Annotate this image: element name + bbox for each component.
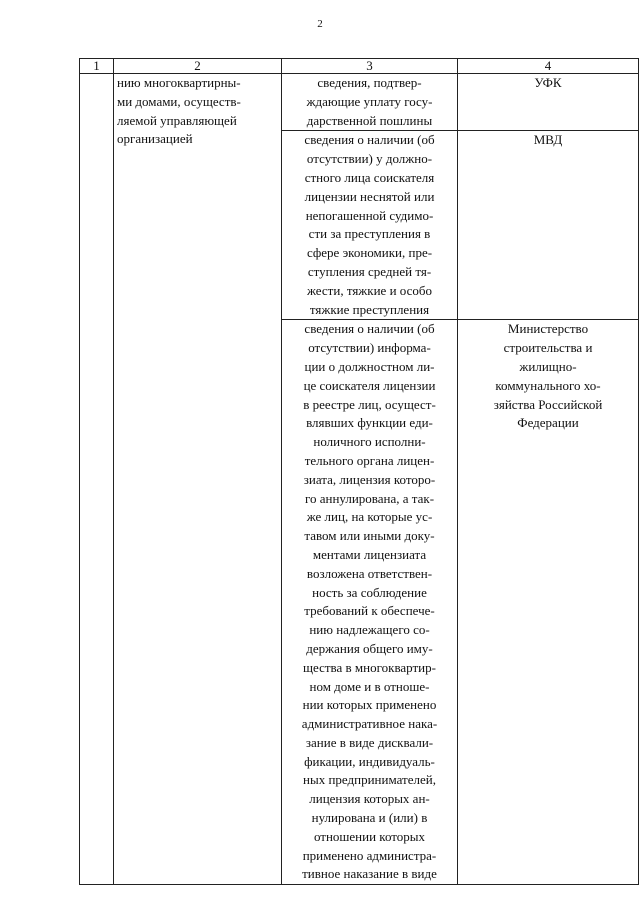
column-header-1: 1 <box>80 59 114 74</box>
col1-cell <box>80 74 114 885</box>
info-cell: сведения о наличии (об отсутствии) у должно- стного лица соискателя лицензии неснятой или непогашенной судимо- сти за преступления в сфере экономики, пре- ступления средней тя- жести, тяжкие и особо тяжкие преступления <box>282 131 458 320</box>
page-number: 2 <box>317 18 323 30</box>
document-table <box>79 58 639 885</box>
column-header-2: 2 <box>114 59 282 74</box>
table-header-row <box>80 59 639 74</box>
agency-cell: УФК <box>458 74 639 131</box>
agency-cell: МВД <box>458 131 639 320</box>
management-form-cell: нию многоквартирны- ми домами, осуществ- ляемой управляющей организацией <box>114 74 282 885</box>
info-cell: сведения о наличии (об отсутствии) информа- ции о должностном ли- це соискателя лицензии в реестре лиц, осущест- влявших функции еди- ноличного исполни- тельного органа лицен- зиата, лицензия которо- го аннулирована, а так- же лиц, на которые ус- тавом или иными доку- ментами лицензиата возложена ответствен- ность за соблюдение требований к обеспече- нию надлежащего со- держания общего иму- щества в многоквартир- ном доме и в отноше- нии которых применено административное нака- зание в виде дисквали- фикации, индивидуаль- ных предпринимателей, лицензия которых ан- нулирована и (или) в отношении которых применено администра- тивное наказание в виде <box>282 320 458 885</box>
column-header-4: 4 <box>458 59 639 74</box>
table-row <box>80 74 639 131</box>
info-cell: сведения, подтвер- ждающие уплату госу- дарственной пошлины <box>282 74 458 131</box>
agency-cell: Министерство строительства и жилищно- коммунального хо- зяйства Российской Федерации <box>458 320 639 885</box>
column-header-3: 3 <box>282 59 458 74</box>
